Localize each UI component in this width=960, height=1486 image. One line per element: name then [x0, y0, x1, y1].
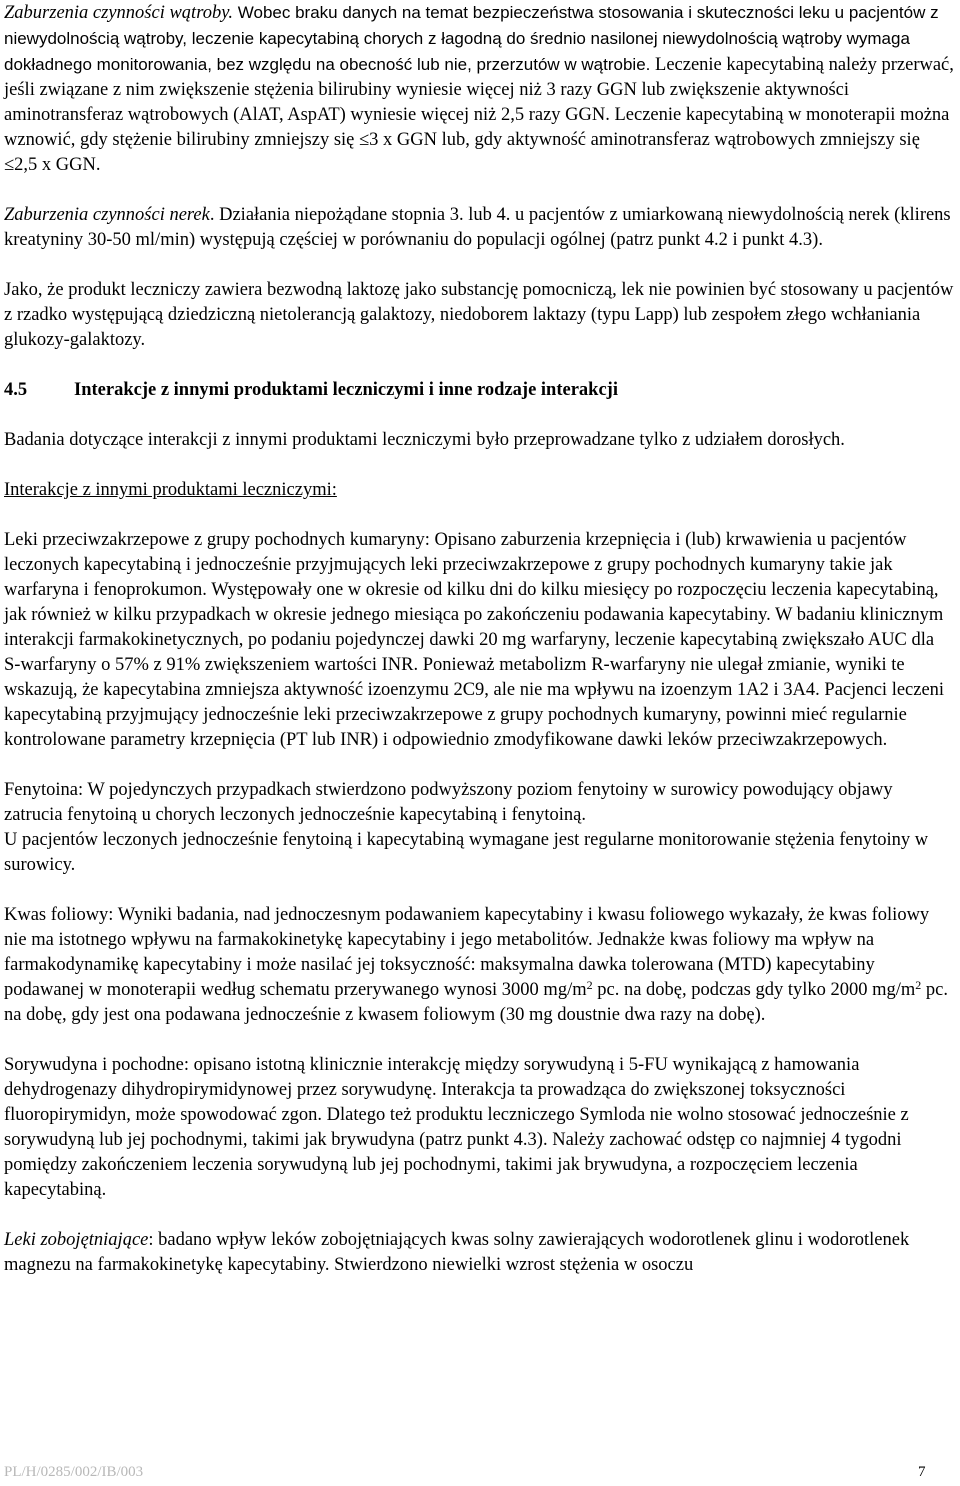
section-heading: [4, 378, 954, 403]
subheading-interactions: [4, 478, 954, 503]
sorivudine-text: opisano istotną klinicznie interakcję między sorywudyną i 5-FU wynikającą z hamowania dehydrogenazy dihydropirymidynowej przez sorywudynę. Interakcja ta prowadząca do zwiększonej toksyczności fluoropirymidyn, może spowodować zgon. Dlatego też produktu leczniczego Symloda nie wolno stosować jednocześnie z sorywudyną lub jej pochodnymi, takimi jak brywudyna (patrz punkt 4.3). Należy zachować odstęp co najmniej 4 tygodni pomiędzy zakończeniem leczenia sorywudyną lub jej pochodnymi, takimi jak brywudyna, a rozpoczęciem leczenia kapecytabiną.: [4, 1055, 909, 1200]
paragraph-lactose: Jako, że produkt leczniczy zawiera bezwodną laktozę jako substancję pomocniczą, lek nie powinien być stosowany u pacjentów z rzadko występującą dziedziczną nietolerancją galaktozy, niedoborem laktazy (typu Lapp) lub zespołem złego wchłaniania glukozy-galaktozy.: [4, 280, 954, 350]
document-page: [4, 0, 954, 1278]
page-footer: [0, 1464, 960, 1484]
folic-text-1: Wyniki badania, nad jednoczesnym podawaniem kapecytabiny i kwasu foliowego wykazały, że kwas foliowy nie ma istotnego wpływu na farmakokinetykę kapecytabiny i jego metabolitów. Jednakże kwas foliowy ma wpływ na farmakodynamikę kapecytabiny i może nasilać jej toksyczność: maksymalna dawka tolerowana (MTD) kapecytabiny podawanej w monoterapii według schematu przerywanego wynosi 3000 mg/m: [4, 905, 930, 1000]
folic-heading: Kwas foliowy:: [4, 905, 114, 925]
coumarin-text: Opisano zaburzenia krzepnięcia i (lub) krwawienia u pacjentów leczonych kapecytabiną i jednocześnie przyjmujących leki przeciwzakrzepowe z grupy pochodnych kumaryny takie jak warfaryna i fenoprokumon. Występowały one w okresie od kilku dni do kilku miesięcy po rozpoczęciu leczenia kapecytabiną, jak również w kilku przypadkach w okresie jednego miesiąca po zakończeniu podawania kapecytabiny. W badaniu klinicznym interakcji farmakokinetycznych, po podaniu pojedynczej dawki 20 mg warfaryny, leczenie kapecytabiną zwiększało AUC dla S-warfaryny o 57% z 91% zwiększeniem wartości INR. Ponieważ metabolizm R-warfaryny nie ulegał zmianie, wyniki te wskazują, że kapecytabina zmniejsza aktywność izoenzymu 2C9, ale nie ma wpływu na izoenzym 1A2 i 3A4. Pacjenci leczeni kapecytabiną przyjmujący jednocześnie leki przeciwzakrzepowe z grupy pochodnych kumaryny, powinni mieć regularnie kontrolowane parametry krzepnięcia (PT lub INR) i odpowiednio zmodyfikowane dawki leków przeciwzakrzepowych.: [4, 530, 945, 750]
paragraph-sorivudine: [4, 1053, 954, 1203]
paragraph-kidney: [4, 203, 954, 253]
section-number: 4.5: [4, 380, 28, 400]
paragraph-antacids: [4, 1228, 954, 1278]
liver-text-sans: Wobec braku danych na temat bezpieczeństwa stosowania i skuteczności leku u pacjentów z niewydolnością wątroby, leczenie kapecytabiną chorych z łagodną do średnio nasilonej niewydolnością wątroby wymaga dokładnego monitorowania, bez względu na obecność lub nie, przerzutów w wątrobie.: [4, 3, 939, 74]
section-title: Interakcje z innymi produktami leczniczymi i inne rodzaje interakcji: [74, 380, 618, 400]
paragraph-coumarin: [4, 528, 954, 753]
liver-text: Leczenie kapecytabiną należy przerwać, jeśli związane z nim zwiększenie stężenia bilirubiny wyniesie więcej niż 3 razy GGN lub zwiększenie aktywności aminotransferaz wątrobowych (AlAT, AspAT) wyniesie więcej niż 2,5 razy GGN. Leczenie kapecytabiną w monoterapii można wznowić, gdy stężenie bilirubiny zmniejszy się ≤3 x GGN lub, gdy aktywność aminotransferaz wątrobowych zmniejszy się ≤2,5 x GGN.: [4, 55, 954, 175]
page-number: 7: [918, 1464, 926, 1480]
folic-text-2: pc. na dobę, podczas gdy tylko 2000 mg/m: [592, 980, 916, 1000]
kidney-text: . Działania niepożądane stopnia 3. lub 4. u pacjentów z umiarkowaną niewydolnością nerek (klirens kreatyniny 30-50 ml/min) występują częściej w porównaniu do populacji ogólnej (patrz punkt 4.2 i punkt 4.3).: [4, 205, 951, 250]
paragraph-adults: Badania dotyczące interakcji z innymi produktami leczniczymi było przeprowadzane tylko z udziałem dorosłych.: [4, 430, 845, 450]
document-code: PL/H/0285/002/IB/003: [4, 1464, 144, 1480]
liver-heading: Zaburzenia czynności wątroby.: [4, 3, 234, 23]
phenytoin-text: W pojedynczych przypadkach stwierdzono podwyższony poziom fenytoiny w surowicy powodujący objawy zatrucia fenytoiną u chorych leczonych jednocześnie kapecytabiną i fenytoiną.: [4, 780, 893, 825]
paragraph-phenytoin-2: U pacjentów leczonych jednocześnie fenytoiną i kapecytabiną wymagane jest regularne monitorowanie stężenia fenytoiny w surowicy.: [4, 830, 929, 875]
antacids-text: : badano wpływ leków zobojętniających kwas solny zawierających wodorotlenek glinu i wodorotlenek magnezu na farmakokinetykę kapecytabiny. Stwierdzono niewielki wzrost stężenia w osoczu: [4, 1230, 910, 1275]
coumarin-heading: Leki przeciwzakrzepowe z grupy pochodnych kumaryny:: [4, 530, 430, 550]
paragraph-liver: [4, 0, 954, 178]
paragraph-folic: [4, 903, 954, 1028]
subheading-text: Interakcje z innymi produktami leczniczymi:: [4, 480, 337, 500]
folic-sup-1: 2: [586, 978, 593, 992]
antacids-heading: Leki zobojętniające: [4, 1230, 149, 1250]
folic-text-3: pc. na dobę, gdy jest ona podawana jednocześnie z kwasem foliowym (30 mg doustnie dwa razy na dobę).: [4, 980, 948, 1025]
folic-sup-2: 2: [915, 978, 922, 992]
sorivudine-heading: Sorywudyna i pochodne:: [4, 1055, 189, 1075]
kidney-heading: Zaburzenia czynności nerek: [4, 205, 210, 225]
paragraph-phenytoin: [4, 778, 954, 828]
phenytoin-heading: Fenytoina:: [4, 780, 84, 800]
